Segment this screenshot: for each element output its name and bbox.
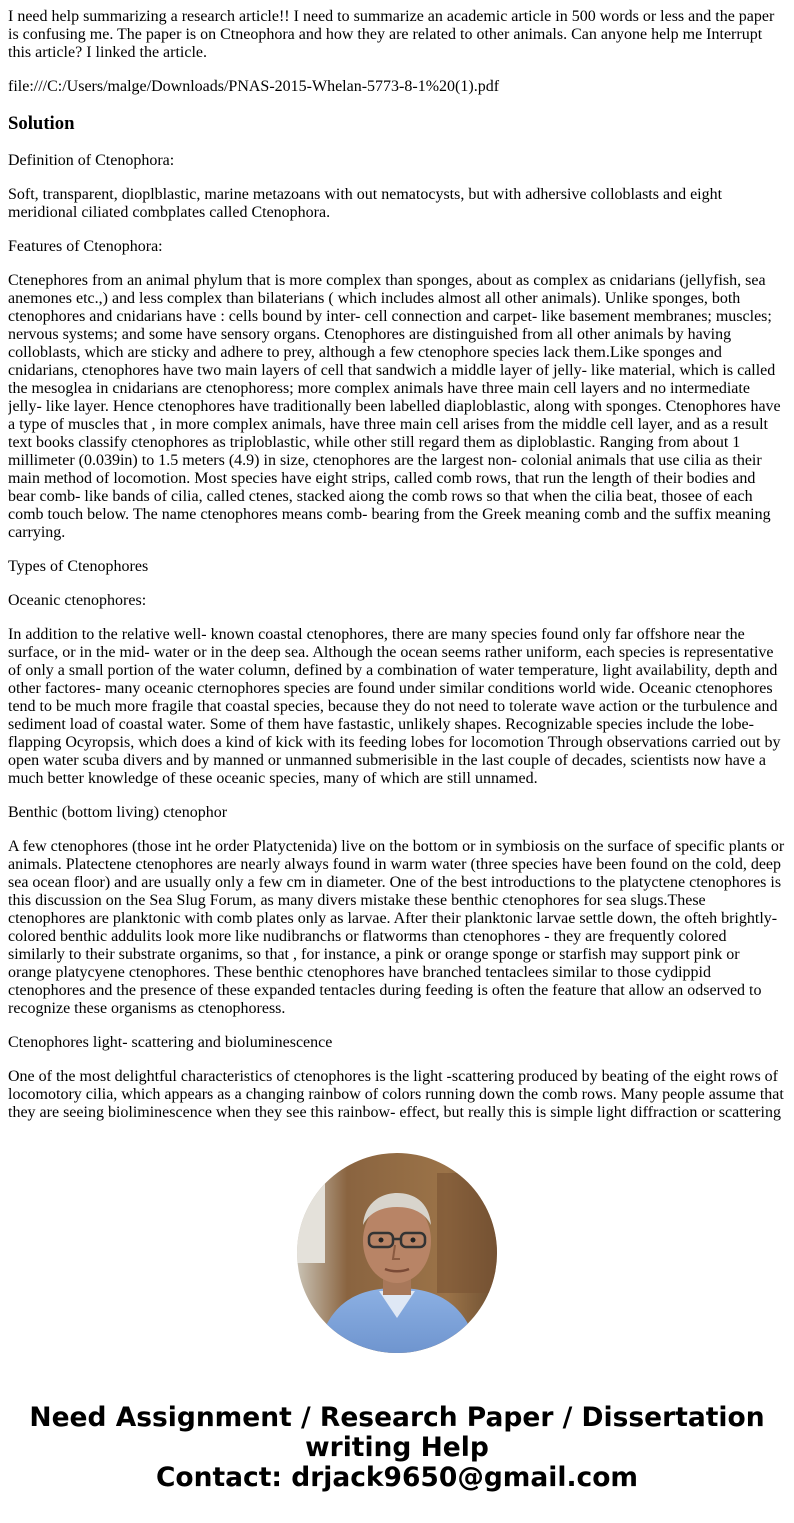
- promo-banner: [0, 1403, 794, 1493]
- article-content: [8, 0, 786, 1122]
- author-avatar: [297, 1153, 497, 1353]
- question-text: I need help summarizing a research article!! I need to summarize an academic article in 500 words or less and the paper is confusing me. The paper is on Ctneophora and how they are related to other animals. Can anyone help me Interrupt this article? I linked the article.: [8, 8, 775, 61]
- promo-line-1: Need Assignment / Research Paper / Dissertation: [29, 1402, 765, 1433]
- solution-paragraph: Features of Ctenophora:: [8, 238, 163, 255]
- author-portrait-icon: [297, 1153, 497, 1353]
- promo-line-2: writing Help: [305, 1432, 489, 1463]
- promo-contact[interactable]: Contact: drjack9650@gmail.com: [155, 1462, 639, 1493]
- solution-paragraph: Soft, transparent, dioplblastic, marine metazoans with out nematocysts, but with adhersive colloblasts and eight meridional ciliated combplates called Ctenophora.: [8, 186, 723, 221]
- solution-paragraph: In addition to the relative well- known coastal ctenophores, there are many species found only far offshore near the surface, or in the mid- water or in the deep sea. Although the ocean seems rather uniform, each species is representative of only a small portion of the water column, defined by a combination of water temperature, light availability, depth and other factores- many oceanic cternophores species are found under similar conditions world wide. Oceanic ctenophores tend to be much more fragile that coastal species, because they do not need to tolerate wave action or the turbulence and sediment load of coastal water. Some of them have fastastic, unlikely shapes. Recognizable species include the lobe- flapping Ocyropsis, which does a kind of kick with its feeding lobes for locomotion Through observations carried out by open water scuba divers and by manned or unmanned submerisible in the last couple of decades, scientists now have a much better knowledge of these oceanic species, many of which are still unnamed.: [8, 626, 781, 787]
- solution-paragraph: Ctenophores light- scattering and bioluminescence: [8, 1034, 333, 1051]
- solution-paragraph: Oceanic ctenophores:: [8, 592, 147, 609]
- solution-paragraph: A few ctenophores (those int he order Platyctenida) live on the bottom or in symbiosis on the surface of specific plants or animals. Platectene ctenophores are nearly always found in warm water (three species have been found on the cold, deep sea ocean floor) and are usually only a few cm in diameter. One of the best introductions to the platyctene ctenophores is this discussion on the Sea Slug Forum, as many divers mistake these benthic ctenophores for sea slugs.These ctenophores are planktonic with comb plates only as larvae. After their planktonic larvae settle down, the ofteh brightly-colored benthic addulits look more like nudibranchs or flatworms than ctenophores - they are frequently colored similarly to their substrate organims, so that , for instance, a pink or orange sponge or starfish may support pink or orange platycyene ctenophores. These benthic ctenophores have branched tentaclees similar to those cydippid ctenophores and the presence of these expanded tentacles during feeding is often the feature that allow an odserved to recognize these organisms as ctenophoress.: [8, 838, 785, 1017]
- solution-paragraph: Definition of Ctenophora:: [8, 152, 175, 169]
- solution-heading: Solution: [8, 113, 75, 134]
- solution-paragraph: Ctenephores from an animal phylum that is more complex than sponges, about as complex as cnidarians (jellyfish, sea anemones etc.,) and less complex than bilaterians ( which includes almost all other animals). Unlike sponges, both ctenophores and cnidarians have : cells bound by inter- cell connection and carpet- like basement membranes; muscles; nervous systems; and some have sensory organs. Ctenophores are distinguished from all other animals by having colloblasts, which are sticky and adhere to prey, although a few ctenophore species lack them.Like sponges and cnidarians, ctenophores have two main layers of cell that sandwich a middle layer of jelly- like material, which is called the mesoglea in cnidarians are ctenophoress; more complex animals have three main cell layers and no intermediate jelly- like layer. Hence ctenophores have traditionally been labelled diaploblastic, along with sponges. Ctenophores have a type of muscles that , in more complex animals, have three main cell arises from the middle cell layer, and as a result text books classify ctenophores as triploblastic, while other still regard them as diploblastic. Ranging from about 1 millimeter (0.039in) to 1.5 meters (4.9) in size, ctenophores are the largest non- colonial animals that use cilia as their main method of locomotion. Most species have eight strips, called comb rows, that run the length of their bodies and bear comb- like bands of cilia, called ctenes, stacked aiong the comb rows so that when the cilia beat, thosee of each comb touch below. The name ctenophores means comb- bearing from the Greek meaning comb and the suffix meaning carrying.: [8, 272, 781, 541]
- solution-paragraph: Types of Ctenophores: [8, 558, 149, 575]
- solution-paragraph: Benthic (bottom living) ctenophor: [8, 804, 228, 821]
- solution-paragraph: One of the most delightful characteristics of ctenophores is the light -scattering produced by beating of the eight rows of locomotory cilia, which appears as a changing rainbow of colors running down the comb rows. Many people assume that they are seeing bioliminescence when they see this rainbow- effect, but really this is simple light diffraction or scattering: [8, 1068, 784, 1121]
- question-link[interactable]: file:///C:/Users/malge/Downloads/PNAS-2015-Whelan-5773-8-1%20(1).pdf: [8, 78, 500, 95]
